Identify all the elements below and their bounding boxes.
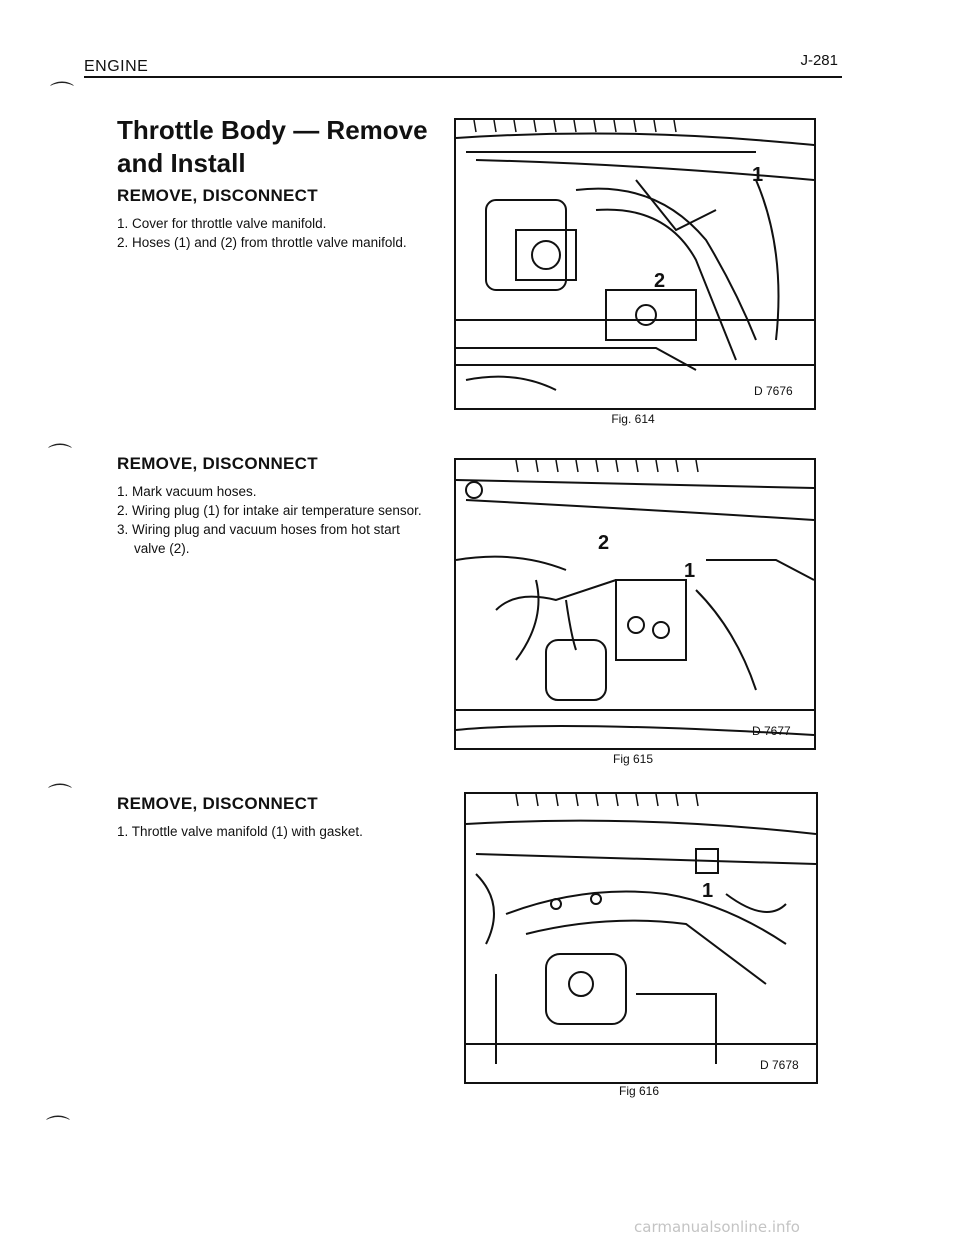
- margin-mark: ⌒: [48, 443, 72, 470]
- engine-illustration: [466, 794, 816, 1082]
- figure-616: [464, 792, 818, 1084]
- margin-mark: ⌒: [50, 81, 74, 108]
- step-list: [117, 822, 417, 841]
- header-rule: [84, 76, 842, 78]
- section-heading: REMOVE, DISCONNECT: [117, 186, 318, 205]
- step-item: 1. Mark vacuum hoses.: [117, 484, 257, 499]
- figure-code: D 7678: [760, 1058, 799, 1072]
- step-item: 2. Hoses (1) and (2) from throttle valve manifold.: [117, 235, 407, 250]
- margin-mark: ⌒: [48, 783, 72, 810]
- figure-caption: Fig. 614: [611, 412, 655, 426]
- step-item: 1. Throttle valve manifold (1) with gasket.: [117, 824, 363, 839]
- figure-caption: Fig 616: [618, 1084, 660, 1098]
- step-list: [117, 482, 422, 558]
- page-title: Throttle Body — Remove and Install: [117, 115, 428, 178]
- section-heading: REMOVE, DISCONNECT: [117, 454, 318, 473]
- step-item: 1. Cover for throttle valve manifold.: [117, 216, 327, 231]
- section-heading: REMOVE, DISCONNECT: [117, 794, 318, 813]
- step-item: 2. Wiring plug (1) for intake air temperature sensor.: [117, 503, 422, 518]
- callout-label: 1: [752, 164, 764, 186]
- callout-label: 1: [684, 560, 696, 582]
- figure-code: D 7676: [754, 384, 793, 398]
- callout-label: 1: [702, 880, 714, 902]
- step-list: [117, 214, 417, 252]
- figure-614: [454, 118, 816, 410]
- callout-label: 2: [598, 532, 610, 554]
- figure-code: D 7677: [752, 724, 791, 738]
- section-header: ENGINE: [84, 58, 149, 75]
- figure-615: [454, 458, 816, 750]
- step-item: 3. Wiring plug and vacuum hoses from hot start valve (2).: [117, 522, 400, 556]
- figure-caption: Fig 615: [612, 752, 654, 766]
- engine-illustration: [456, 460, 814, 748]
- page-number: J-281: [800, 52, 838, 69]
- watermark: carmanualsonline.info: [634, 1218, 800, 1236]
- margin-mark: ⌒: [46, 1115, 70, 1142]
- callout-label: 2: [654, 270, 666, 292]
